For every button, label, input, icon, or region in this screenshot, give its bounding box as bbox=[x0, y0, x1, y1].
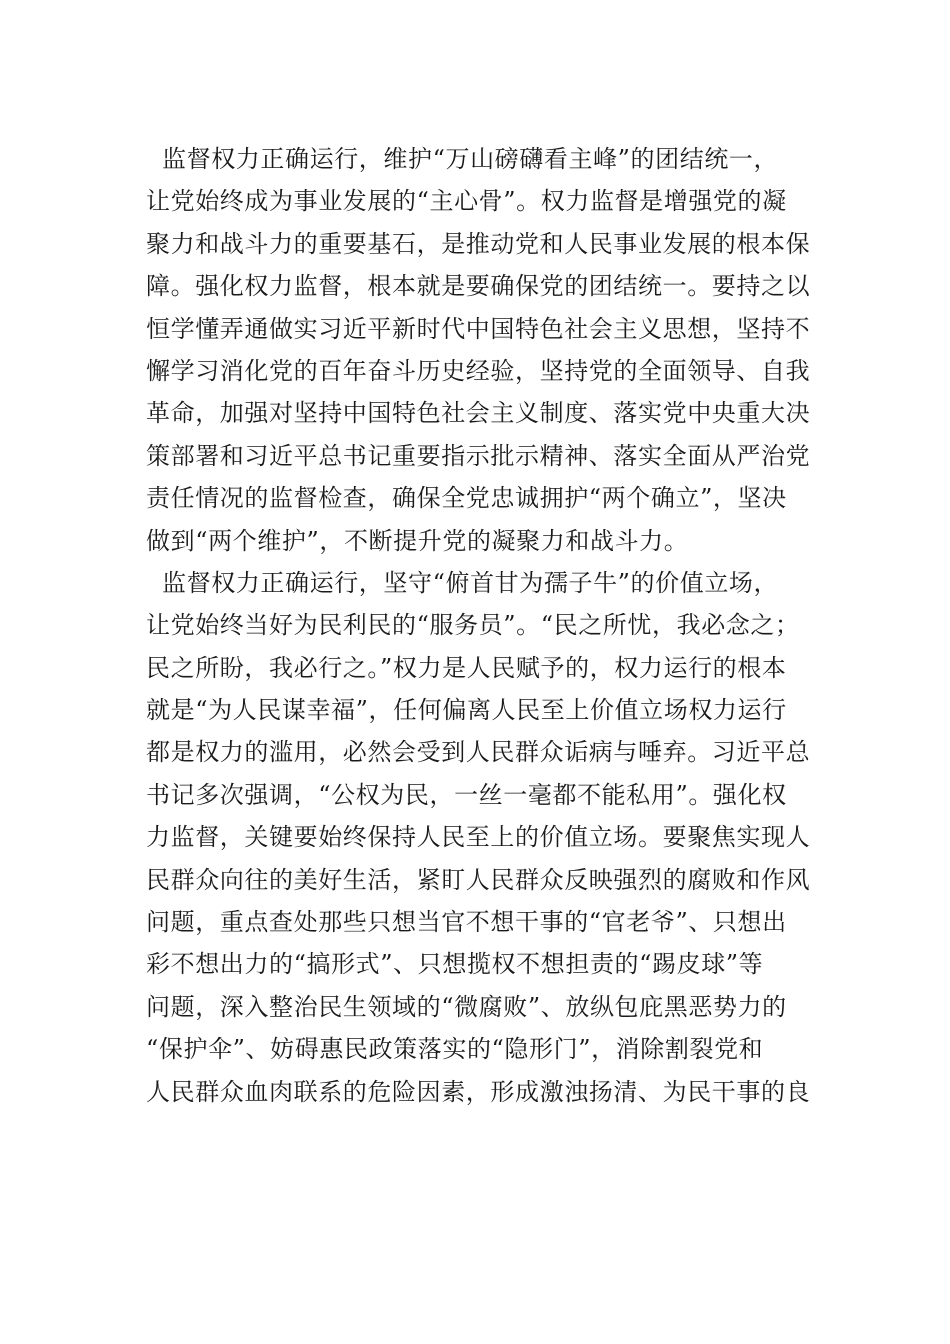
paragraph-line: 都是权力的滥用，必然会受到人民群众诟病与唾弃。习近平总 bbox=[146, 738, 811, 767]
paragraph-line: 革命，加强对坚持中国特色社会主义制度、落实党中央重大决 bbox=[146, 399, 811, 428]
paragraph-line: 让党始终成为事业发展的“主心骨”。权力监督是增强党的凝 bbox=[146, 187, 787, 216]
paragraph-line: 问题，重点查处那些只想当官不想干事的“官老爷”、只想出 bbox=[146, 908, 787, 937]
paragraph-line: 聚力和战斗力的重要基石，是推动党和人民事业发展的根本保 bbox=[146, 229, 811, 258]
paragraph-line: 恒学懂弄通做实习近平新时代中国特色社会主义思想，坚持不 bbox=[146, 314, 811, 343]
paragraph-line: 懈学习消化党的百年奋斗历史经验，坚持党的全面领导、自我 bbox=[146, 356, 811, 385]
paragraph-line: 书记多次强调，“公权为民，一丝一毫都不能私用”。强化权 bbox=[146, 780, 787, 809]
paragraph-2 bbox=[146, 562, 846, 1113]
paragraph-line: 做到“两个维护”，不断提升党的凝聚力和战斗力。 bbox=[146, 526, 689, 555]
paragraph-line: 责任情况的监督检查，确保全党忠诚拥护“两个确立”，坚决 bbox=[146, 484, 787, 513]
paragraph-line: 民之所盼，我必行之。”权力是人民赋予的，权力运行的根本 bbox=[146, 653, 787, 682]
paragraph-line: 监督权力正确运行，坚守“俯首甘为孺子牛”的价值立场， bbox=[162, 568, 779, 597]
paragraph-line: 彩不想出力的“搞形式”、只想揽权不想担责的“踢皮球”等 bbox=[146, 950, 764, 979]
paragraph-line: 就是“为人民谋幸福”，任何偏离人民至上价值立场权力运行 bbox=[146, 696, 787, 725]
paragraph-line: 监督权力正确运行，维护“万山磅礴看主峰”的团结统一， bbox=[162, 145, 779, 173]
paragraph-line: 障。强化权力监督，根本就是要确保党的团结统一。要持之以 bbox=[146, 272, 811, 301]
paragraph-line: 让党始终当好为民利民的“服务员”。“民之所忧，我必念之； bbox=[146, 611, 800, 640]
paragraph-line: 民群众向往的美好生活，紧盯人民群众反映强烈的腐败和作风 bbox=[146, 865, 811, 894]
paragraph-line: 策部署和习近平总书记重要指示批示精神、落实全面从严治党 bbox=[146, 441, 811, 470]
paragraph-line: “保护伞”、妨碍惠民政策落实的“隐形门”，消除割裂党和 bbox=[146, 1035, 764, 1064]
paragraph-line: 问题，深入整治民生领域的“微腐败”、放纵包庇黑恶势力的 bbox=[146, 992, 787, 1021]
paragraph-1 bbox=[146, 138, 846, 562]
paragraph-line: 人民群众血肉联系的危险因素，形成激浊扬清、为民干事的良 bbox=[146, 1077, 811, 1106]
paragraph-line: 力监督，关键要始终保持人民至上的价值立场。要聚焦实现人 bbox=[146, 823, 811, 852]
document-body bbox=[146, 138, 846, 1113]
